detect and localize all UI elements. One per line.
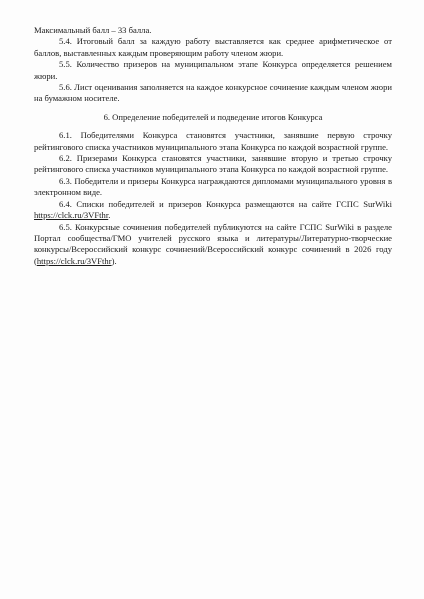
- essays-link[interactable]: https://clck.ru/3VFthr: [36, 255, 112, 266]
- paragraph-6-4-end: .: [108, 210, 111, 221]
- surwiki-link[interactable]: https://clck.ru/3VFthr: [34, 210, 109, 221]
- paragraph-6-5: [34, 222, 392, 268]
- document-body: [34, 25, 392, 267]
- paragraph-5-4: 5.4. Итоговый балл за каждую работу выставляется как среднее арифметическое от баллов, выставленных каждым проверяющим работу членом жюри.: [34, 36, 392, 58]
- paragraph-5-6: 5.6. Лист оценивания заполняется на каждое конкурсное сочинение каждым членом жюри на бумажном носителе.: [34, 82, 392, 104]
- paragraph-6-2: 6.2. Призерами Конкурса становятся участники, занявшие вторую и третью строчку рейтингового списка участников муниципального этапа Конкурса по каждой возрастной группе.: [34, 153, 392, 175]
- paragraph-6-5-text: 6.5. Конкурсные сочинения победителей публикуются на сайте ГСПС SurWiki в разделе Портал сообщества/ГМО учителей русского языка и литературы/Литературно-творческие конкурсы/Всероссийский конкурс сочинений/Всероссийский конкурс сочинений в 2026 году (: [34, 221, 392, 266]
- paragraph-6-3: 6.3. Победители и призеры Конкурса награждаются дипломами муниципального уровня в электронном виде.: [34, 175, 392, 198]
- paragraph-6-4: [34, 199, 392, 222]
- paragraph-6-1: 6.1. Победителями Конкурса становятся участники, занявшие первую строчку рейтингового списка участников муниципального этапа Конкурса по каждой возрастной группе.: [34, 130, 392, 152]
- paragraph-5-5: 5.5. Количество призеров на муниципальном этапе Конкурса определяется решением жюри.: [34, 59, 392, 81]
- section-6-heading: 6. Определение победителей и подведение итогов Конкурса: [103, 111, 323, 122]
- max-score-line: Максимальный балл – 33 балла.: [34, 25, 152, 35]
- paragraph-6-4-text: 6.4. Списки победителей и призеров Конкурса размещаются на сайте ГСПС SurWiki: [59, 198, 392, 209]
- paragraph-6-5-end: ).: [111, 255, 117, 266]
